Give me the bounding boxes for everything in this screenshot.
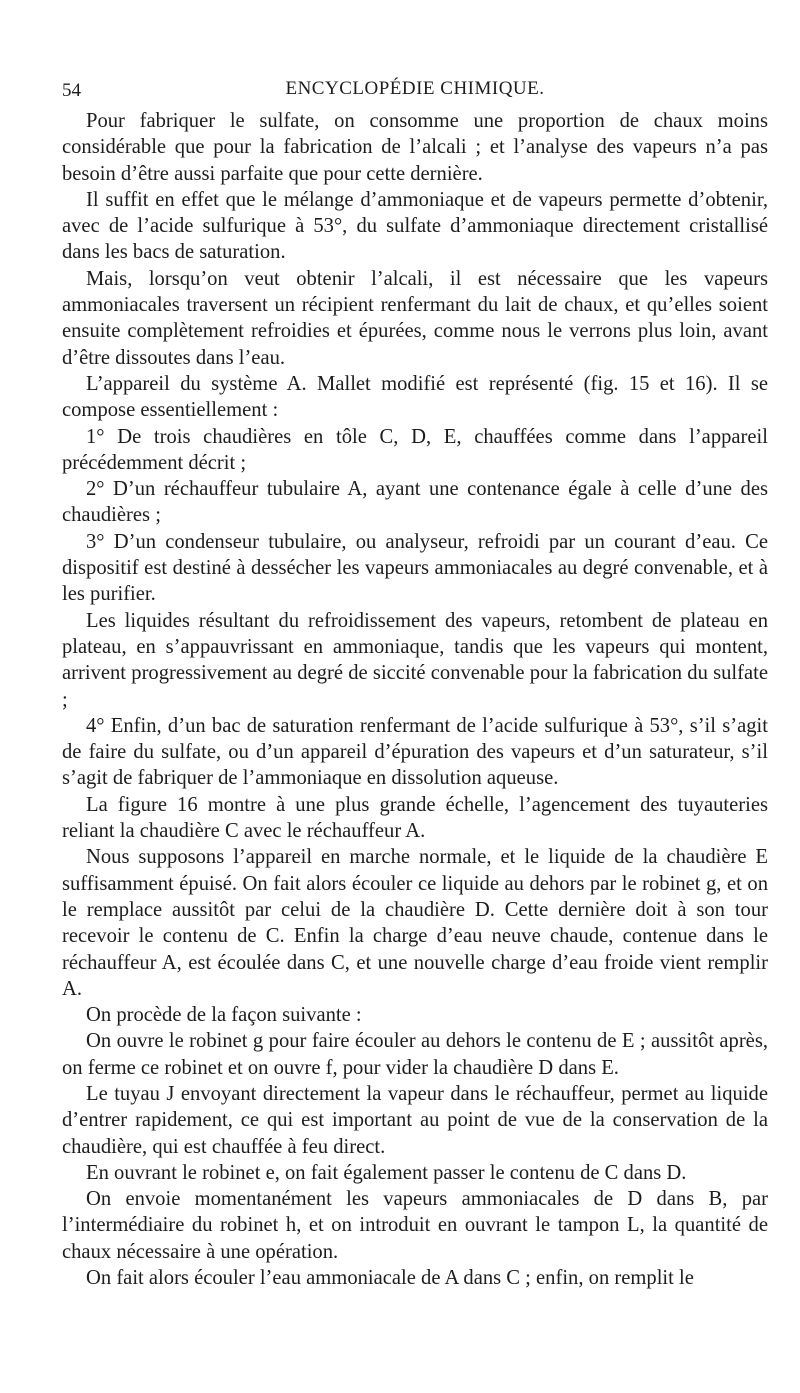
paragraph: On procède de la façon suivante : <box>86 1004 362 1027</box>
paragraph: Mais, lorsqu’on veut obtenir l’alcali, il est nécessaire que les vapeurs ammoniacales traversent un récipient renfermant du lait de chaux, et qu’elles soient ensuite complètement refroidies et épurées, comme nous le verrons plus loin, avant d’être dissoutes dans l’eau. <box>62 267 768 369</box>
paragraph: 4° Enfin, d’un bac de saturation renfermant de l’acide sulfurique à 53°, s’il s’agit de faire du sulfate, ou d’un appareil d’épuration des vapeurs et d’un saturateur, s’il s’agit de fabriquer de l’ammoniaque en dissolution aqueuse. <box>62 714 768 790</box>
paragraph: On envoie momentanément les vapeurs ammoniacales de D dans B, par l’intermédiaire du robinet h, et on introduit en ouvrant le tampon L, la quantité de chaux nécessaire à une opération. <box>62 1188 768 1263</box>
paragraph: Le tuyau J envoyant directement la vapeur dans le réchauffeur, permet au liquide d’entrer rapidement, ce qui est important au point de vue de la conservation de la chaudière, qui est chauffée à feu direct. <box>62 1082 768 1158</box>
page-number: 54 <box>62 80 81 101</box>
running-head: ENCYCLOPÉDIE CHIMIQUE. <box>285 78 545 99</box>
paragraph: 1° De trois chaudières en tôle C, D, E, chauffées comme dans l’appareil précédemment décrit ; <box>62 425 768 474</box>
paragraph: 3° D’un condenseur tubulaire, ou analyseur, refroidi par un courant d’eau. Ce dispositif est destiné à dessécher les vapeurs ammoniacales au degré convenable, et à les purifier. <box>62 530 768 606</box>
paragraph: On ouvre le robinet g pour faire écouler au dehors le contenu de E ; aussitôt après, on ferme ce robinet et on ouvre f, pour vider la chaudière D dans E. <box>62 1030 768 1079</box>
document-page <box>62 78 768 1291</box>
paragraph: Les liquides résultant du refroidissement des vapeurs, retombent de plateau en plateau, en s’appauvrissant en ammoniaque, tandis que les vapeurs qui montent, arrivent progressivement au degré de siccité convenable pour la fabrication du sulfate ; <box>62 609 768 711</box>
paragraph: Pour fabriquer le sulfate, on consomme une proportion de chaux moins considérable que pour la fabrication de l’alcali ; et l’analyse des vapeurs n’a pas besoin d’être aussi parfaite que pour cette dernière. <box>62 110 768 185</box>
paragraph: Il suffit en effet que le mélange d’ammoniaque et de vapeurs permette d’obtenir, avec de l’acide sulfurique à 53°, du sulfate d’ammoniaque directement cristallisé dans les bacs de saturation. <box>62 188 768 264</box>
paragraph: En ouvrant le robinet e, on fait également passer le contenu de C dans D. <box>86 1161 687 1184</box>
paragraph: 2° D’un réchauffeur tubulaire A, ayant une contenance égale à celle d’une des chaudières ; <box>62 478 768 527</box>
page-header <box>62 78 768 108</box>
paragraph: La figure 16 montre à une plus grande échelle, l’agencement des tuyauteries reliant la chaudière C avec le réchauffeur A. <box>62 793 768 843</box>
paragraph: On fait alors écouler l’eau ammoniacale de A dans C ; enfin, on remplit le <box>86 1267 694 1290</box>
body-text <box>62 108 768 1291</box>
paragraph: Nous supposons l’appareil en marche normale, et le liquide de la chaudière E suffisamment épuisé. On fait alors écouler ce liquide au dehors par le robinet g, et on le remplace aussitôt par celui de la chaudière D. Cette dernière doit à son tour recevoir le contenu de C. Enfin la charge d’eau neuve chaude, contenue dans le réchauffeur A, est écoulée dans C, et une nouvelle charge d’eau froide vient remplir A. <box>62 846 768 1000</box>
paragraph: L’appareil du système A. Mallet modifié est représenté (fig. 15 et 16). Il se compose essentiellement : <box>62 372 768 422</box>
